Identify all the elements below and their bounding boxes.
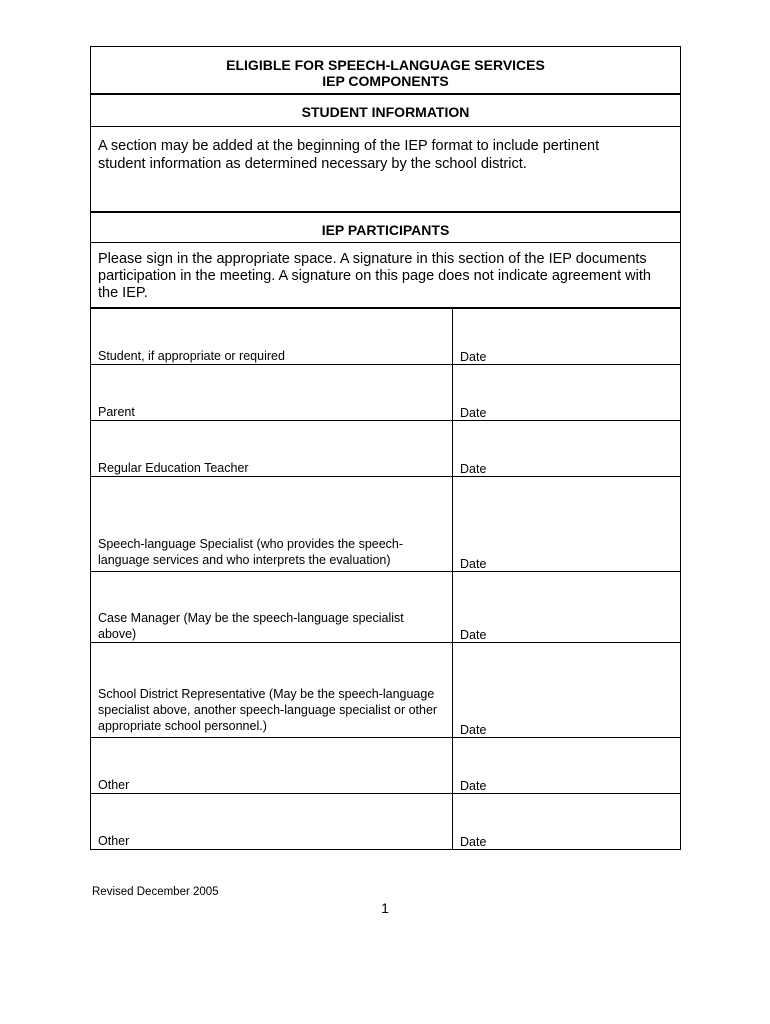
student-info-text: A section may be added at the beginning of the IEP format to include pertinent student information as determined necessary by the school district.	[91, 127, 680, 213]
form-title-line2: IEP COMPONENTS	[322, 73, 449, 89]
student-info-heading: STUDENT INFORMATION	[91, 95, 680, 127]
participants-instructions: Please sign in the appropriate space. A signature in this section of the IEP documents participation in the meeting. A signature on this page does not indicate agreement with the IEP.	[91, 243, 680, 309]
date-label: Date	[460, 779, 487, 793]
page-number: 1	[381, 900, 389, 916]
signature-label: Case Manager (May be the speech-language specialist above)	[98, 611, 404, 641]
signature-row-other-1[interactable]	[91, 738, 680, 794]
signature-label: Speech-language Specialist (who provides the speech-language services and who interprets the evaluation)	[98, 537, 404, 567]
form-title	[91, 47, 680, 95]
date-label: Date	[460, 628, 487, 642]
date-label: Date	[460, 557, 487, 571]
form-title-line1: ELIGIBLE FOR SPEECH-LANGUAGE SERVICES	[226, 57, 545, 73]
date-label: Date	[460, 723, 487, 737]
signature-row-parent[interactable]	[91, 365, 680, 421]
signature-label: Other	[98, 778, 130, 792]
date-label: Date	[460, 406, 487, 420]
signature-row-other-2[interactable]	[91, 794, 680, 849]
signature-label: School District Representative (May be the speech-language specialist above, another speech-language specialist or other appropriate school personnel.)	[98, 687, 438, 733]
signature-row-case-manager[interactable]	[91, 572, 680, 643]
revision-note: Revised December 2005	[92, 886, 219, 898]
signature-row-student[interactable]	[91, 309, 680, 365]
signature-label: Regular Education Teacher	[98, 461, 249, 475]
signature-label: Student, if appropriate or required	[98, 349, 285, 363]
signature-row-slp[interactable]	[91, 477, 680, 572]
signature-label: Parent	[98, 405, 135, 419]
signature-label: Other	[98, 834, 130, 848]
signature-row-district-rep[interactable]	[91, 643, 680, 738]
date-label: Date	[460, 462, 487, 476]
iep-form	[90, 46, 681, 850]
signature-row-regular-teacher[interactable]	[91, 421, 680, 477]
date-label: Date	[460, 835, 487, 849]
date-label: Date	[460, 350, 487, 364]
participants-heading: IEP PARTICIPANTS	[91, 213, 680, 243]
